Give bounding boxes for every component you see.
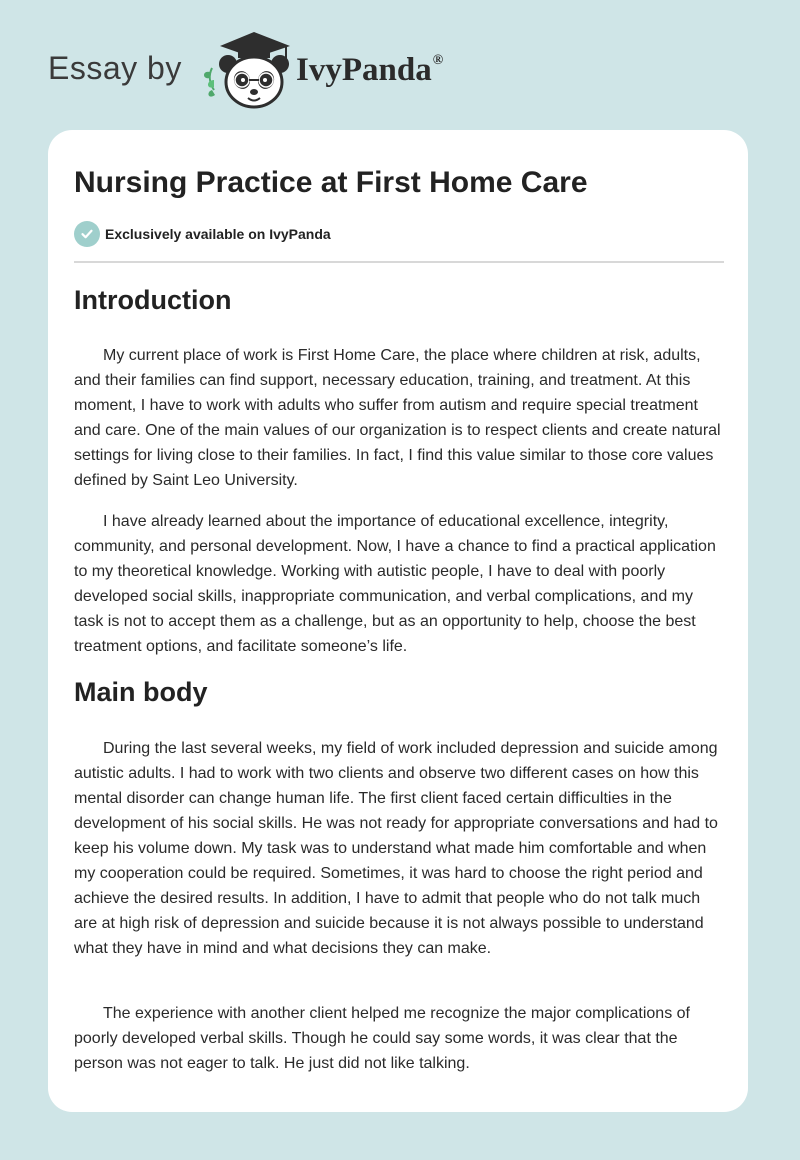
panda-logo-icon[interactable] (198, 28, 298, 112)
paragraph: I have already learned about the importance of educational excellence, integrity, community, and personal development. Now, I have a chance to find a practical application to my theoretical knowledge. Working with autistic people, I have to deal with poorly developed social skills, inappropriate communication, and verbal complications, and my task is not to accept them as a challenge, but as an opportunity to help, choose the best treatment options, and facilitate someone’s life. (74, 513, 716, 655)
paragraph: The experience with another client helped me recognize the major complications of poorly developed verbal skills. Though he could say some words, it was clear that the person was not eager to talk. He just did not like talking. (74, 1005, 690, 1072)
section-heading-main-body: Main body (74, 677, 208, 707)
site-header (0, 0, 800, 130)
section-heading-introduction: Introduction (74, 285, 232, 315)
check-icon (74, 221, 100, 247)
essay-by-label: Essay by (48, 50, 182, 86)
paragraph: My current place of work is First Home Care, the place where children at risk, adults, and their families can find support, necessary education, training, and treatment. At this moment, I have to work with adults who suffer from autism and require special treatment and care. One of the main values of our organization is to respect clients and create natural settings for living close to their families. In fact, I find this value similar to those core values defined by Saint Leo University. (74, 347, 721, 489)
exclusive-label: Exclusively available on IvyPanda (105, 226, 331, 242)
exclusive-badge (74, 221, 331, 247)
title-divider (74, 261, 724, 263)
page-title: Nursing Practice at First Home Care (74, 166, 588, 199)
essay-card (48, 130, 748, 1112)
brand-name[interactable] (296, 52, 443, 89)
brand-text: IvyPanda (296, 52, 432, 88)
registered-mark: ® (432, 53, 444, 68)
paragraph: During the last several weeks, my field of work included depression and suicide among autistic adults. I had to work with two clients and observe two different cases on how this mental disorder can change human life. The first client faced certain difficulties in the development of his social skills. He was not ready for appropriate conversations and had to keep his volume down. My task was to understand what made him comfortable and when my cooperation could be required. Sometimes, it was hard to choose the right period and achieve the desired results. In addition, I have to admit that people who do not talk much are at high risk of depression and suicide because it is not always possible to understand what they have in mind and what decisions they can make. (74, 740, 718, 957)
